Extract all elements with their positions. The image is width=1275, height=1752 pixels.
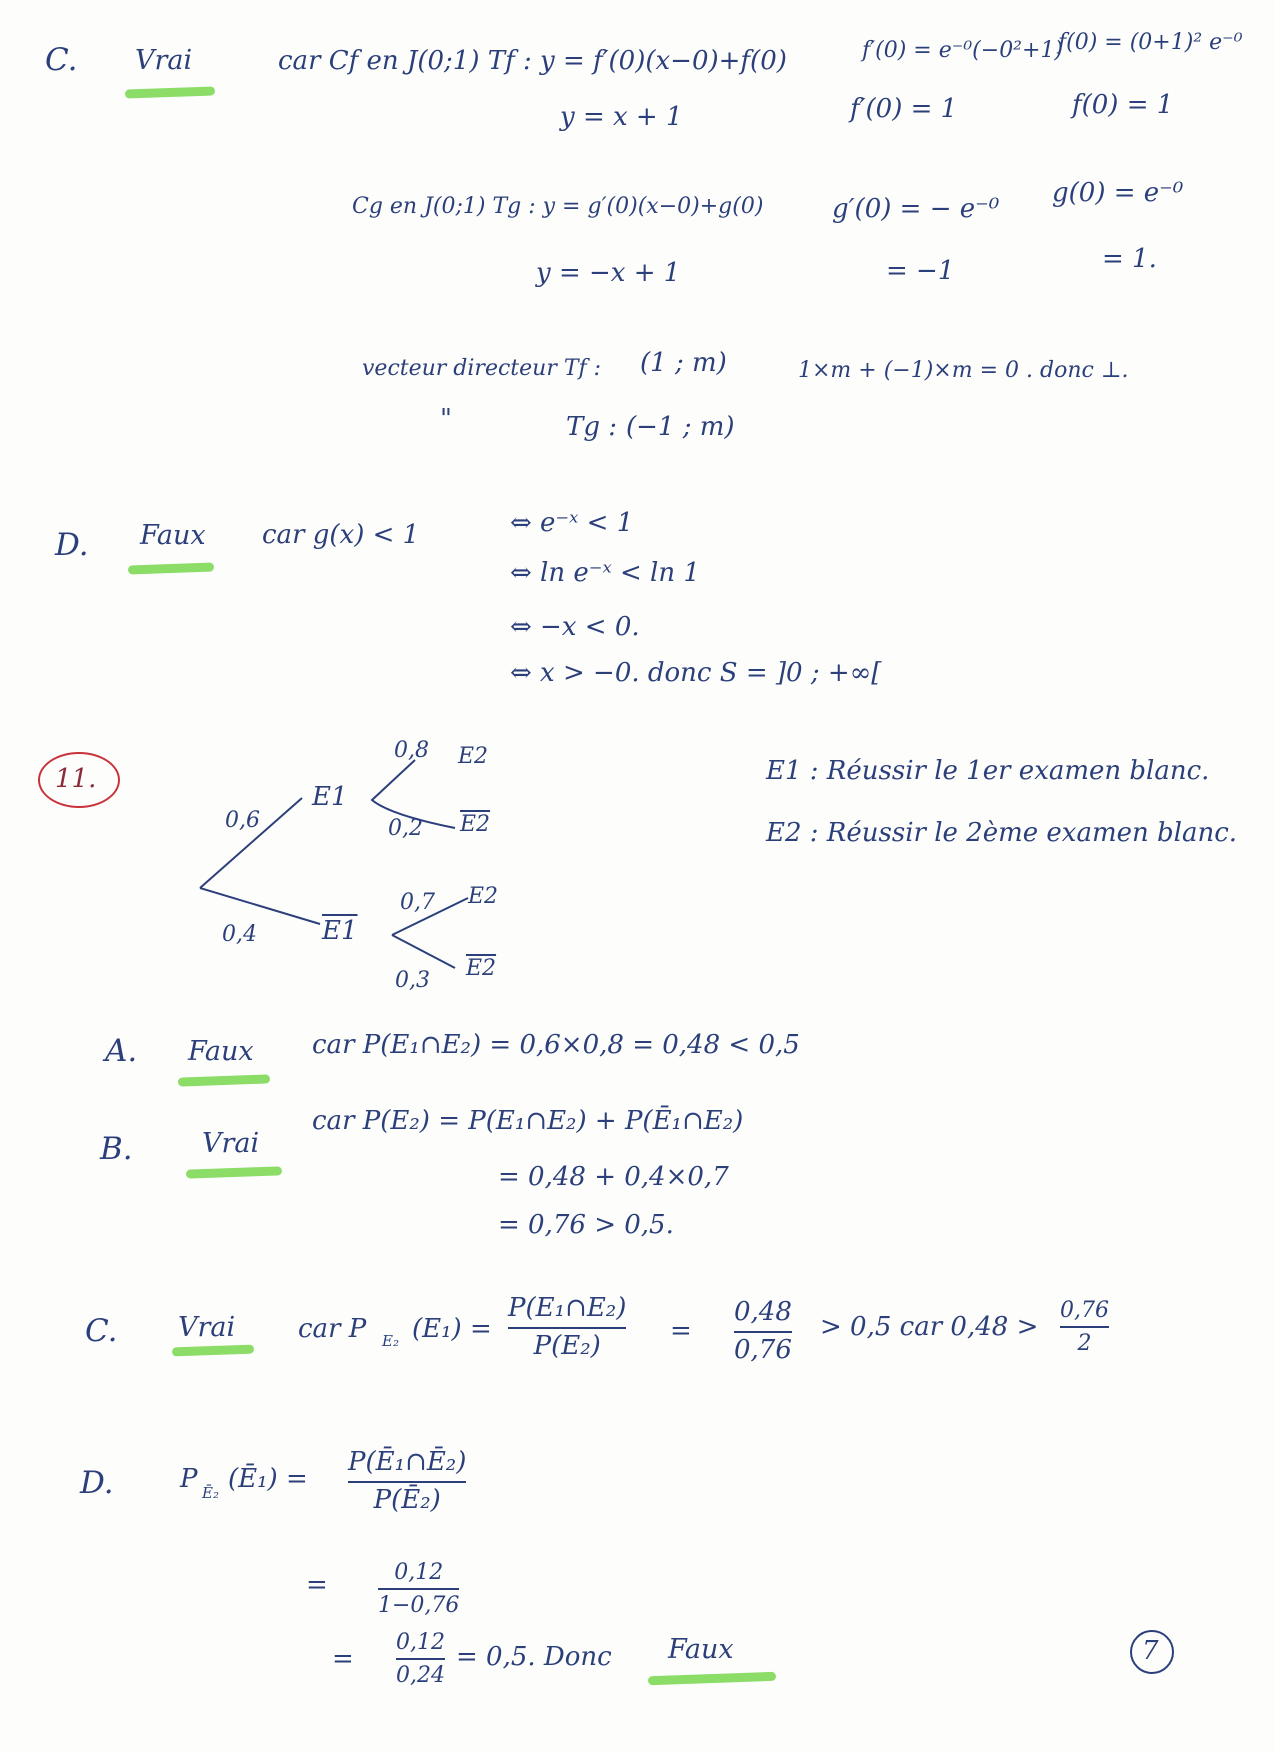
fraction-bar [508, 1327, 626, 1329]
item-a-label: A. [105, 1033, 138, 1069]
d-step-2: ⇔ ln e⁻ˣ < ln 1 [510, 558, 700, 588]
tree-p-e2-given-not-e1: 0,7 [400, 890, 435, 915]
c-line-4b: = −1 [886, 256, 955, 286]
c-line-2c: f(0) = 1 [1072, 90, 1174, 120]
d11-numerator-1: P(Ē₁∩Ē₂) [348, 1447, 467, 1477]
item-c11-verdict: Vrai [178, 1312, 236, 1343]
c-line-2b: f′(0) = 1 [850, 94, 958, 124]
d11-denominator-1: P(Ē₂) [373, 1484, 441, 1515]
c11-numerator-2: 0,48 [734, 1297, 792, 1327]
legend-e1: E1 : Réussir le 1er examen blanc. [766, 756, 1210, 786]
item-b-verdict: Vrai [202, 1128, 260, 1159]
b-line-2: = 0,48 + 0,4×0,7 [498, 1162, 729, 1192]
b-line-3: = 0,76 > 0,5. [498, 1210, 674, 1240]
d11-fraction-1 [348, 1448, 466, 1516]
c11-fraction-3 [1060, 1298, 1109, 1357]
c11-fraction-2 [734, 1298, 792, 1366]
tree-p-not-e1: 0,4 [222, 922, 257, 947]
tree-node-e1: E1 [312, 782, 348, 812]
d11-prefix: P [180, 1464, 198, 1494]
tree-p-not-e2-given-e1: 0,2 [388, 816, 423, 841]
item-d-verdict: Faux [140, 520, 206, 551]
c-vector-tg: (−1 ; m) [626, 412, 735, 442]
item-c-verdict: Vrai [135, 45, 193, 76]
item-a-verdict: Faux [188, 1036, 254, 1067]
item-d11-verdict: Faux [668, 1634, 734, 1665]
c-line-5r: 1×m + (−1)×m = 0 . donc ⊥. [798, 358, 1129, 383]
c11-argument: (E₁) = [412, 1314, 492, 1344]
c-ditto-mark: " [440, 404, 452, 434]
tree-p-e2-given-e1: 0,8 [394, 738, 429, 763]
c11-denominator-2: 0,76 [734, 1334, 792, 1365]
tree-p-e1: 0,6 [225, 808, 260, 833]
c-vector-tf: (1 ; m) [640, 348, 727, 378]
c-line-3: Cg en J(0;1) Tg : y = g′(0)(x−0)+g(0) [352, 194, 764, 219]
legend-e2: E2 : Réussir le 2ème examen blanc. [766, 818, 1238, 848]
c-line-5: vecteur directeur Tf : [362, 356, 602, 381]
c11-equals: = [670, 1316, 692, 1346]
tree-leaf-not-e2-b: E2 [466, 956, 497, 981]
d-step-4: ⇔ x > −0. donc S = ]0 ; +∞[ [510, 658, 882, 688]
d-step-3: ⇔ −x < 0. [510, 612, 640, 642]
c11-denominator-3: 2 [1077, 1331, 1092, 1357]
c-line-3c: g(0) = e⁻⁰ [1052, 178, 1184, 208]
item-d11-label: D. [80, 1465, 114, 1501]
d-line-1: car g(x) < 1 [262, 520, 420, 550]
d11-denominator-3: 0,24 [396, 1663, 445, 1689]
c-line-1c: f(0) = (0+1)² e⁻⁰ [1058, 30, 1243, 55]
d-step-1: ⇔ e⁻ˣ < 1 [510, 508, 634, 538]
c-line-1b: f′(0) = e⁻⁰(−0²+1) [862, 38, 1064, 63]
c11-numerator-3: 0,76 [1060, 1298, 1109, 1323]
d11-fraction-3 [396, 1630, 445, 1689]
fraction-bar [1060, 1326, 1109, 1328]
tree-p-not-e2-given-not-e1: 0,3 [395, 968, 430, 993]
b-line-1: car P(E₂) = P(E₁∩E₂) + P(Ē₁∩E₂) [312, 1106, 744, 1136]
a-line-1: car P(E₁∩E₂) = 0,6×0,8 = 0,48 < 0,5 [312, 1030, 800, 1060]
c11-tail: > 0,5 car 0,48 > [820, 1312, 1039, 1342]
d11-subscript: Ē₂ [202, 1484, 219, 1502]
d11-argument: (Ē₁) = [228, 1464, 308, 1494]
c-line-1: car Cf en J(0;1) Tf : y = f′(0)(x−0)+f(0) [278, 46, 787, 76]
item-c11-label: C. [85, 1313, 118, 1349]
tree-leaf-e2-b: E2 [468, 884, 499, 909]
c11-numerator-1: P(E₁∩E₂) [508, 1293, 627, 1323]
c-line-4c: = 1. [1102, 244, 1157, 274]
d11-tail: = 0,5. Donc [456, 1642, 612, 1672]
c-line-3b: g′(0) = − e⁻⁰ [832, 194, 1000, 224]
c11-subscript: E₂ [382, 1332, 399, 1350]
c-line-2: y = x + 1 [560, 102, 683, 132]
fraction-bar [734, 1331, 792, 1333]
c-line-4: y = −x + 1 [536, 258, 681, 288]
d11-denominator-2: 1−0,76 [378, 1593, 460, 1619]
d11-numerator-3: 0,12 [396, 1630, 445, 1655]
fraction-bar [396, 1658, 445, 1660]
tree-leaf-e2-a: E2 [458, 744, 489, 769]
question-number: 11. [55, 764, 97, 794]
d11-numerator-2: 0,12 [394, 1560, 444, 1585]
d11-fraction-2 [378, 1560, 459, 1619]
item-b-label: B. [100, 1131, 133, 1167]
c11-denominator-1: P(E₂) [533, 1330, 601, 1361]
c-line-6: Tg : [566, 412, 618, 442]
fraction-bar [378, 1588, 459, 1590]
fraction-bar [348, 1481, 466, 1483]
item-d-label: D. [55, 527, 89, 563]
c11-fraction-1 [508, 1294, 626, 1362]
tree-node-not-e1: E1 [322, 916, 358, 946]
tree-leaf-not-e2-a: E2 [460, 812, 491, 837]
item-c-label: C. [45, 42, 78, 78]
d11-equals-2: = [332, 1644, 354, 1674]
c11-prefix: car P [298, 1314, 367, 1344]
page-number: 7 [1142, 1636, 1159, 1666]
d11-equals-1: = [306, 1570, 328, 1600]
